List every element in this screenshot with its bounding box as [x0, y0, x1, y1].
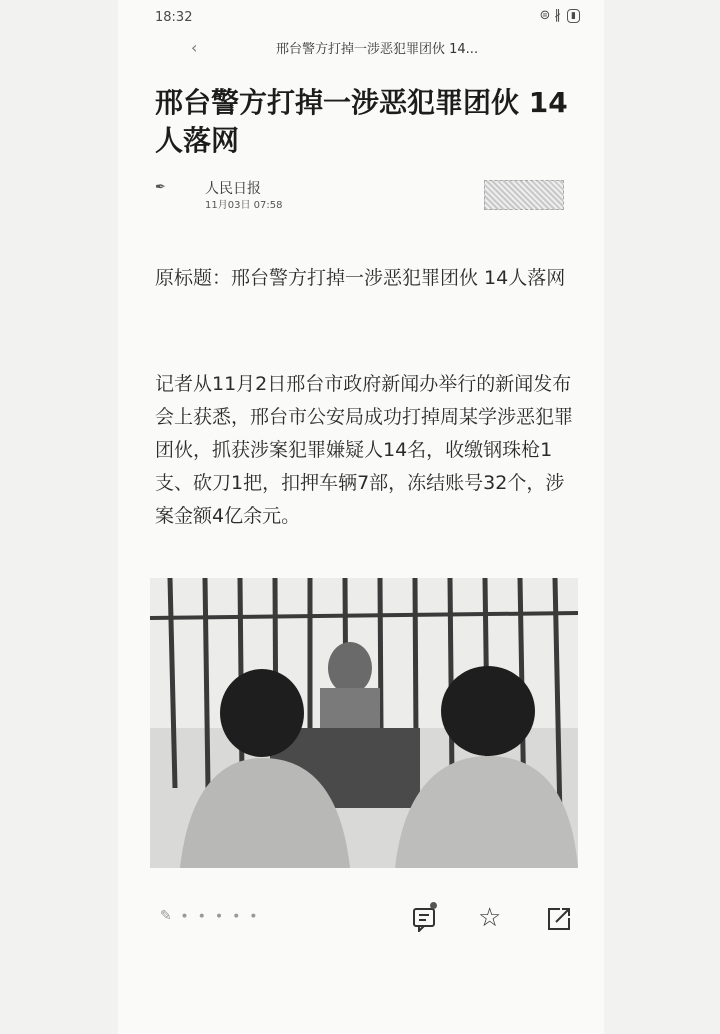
battery-icon: ▮ — [567, 9, 580, 23]
follow-button[interactable] — [484, 180, 564, 210]
nav-title: 邢台警方打掉一涉恶犯罪团伙 14... — [276, 42, 479, 57]
article-photo — [150, 578, 578, 868]
article-headline: 邢台警方打掉一涉恶犯罪团伙 14人落网 — [155, 86, 568, 157]
comment-icon[interactable] — [412, 906, 438, 936]
article-body: 记者从11月2日邢台市政府新闻办举行的新闻发布会上获悉，邢台市公安局成功打掉周某学涉恶犯罪团伙，抓获涉案犯罪嫌疑人14名，收缴钢珠枪1支、砍刀1把，扣押车辆7部，冻结账号32个，涉案金额4亿余元。 — [155, 373, 574, 527]
comment-input[interactable]: ✎ ∙ ∙ ∙ ∙ ∙ — [160, 908, 260, 924]
share-icon[interactable] — [546, 906, 572, 936]
publish-time: 11月03日 07:58 — [205, 200, 283, 211]
source-name[interactable]: 人民日报 — [205, 181, 261, 197]
bottom-action-bar — [150, 900, 580, 940]
status-icons — [540, 8, 580, 23]
nav-bar — [155, 38, 580, 58]
comment-badge — [430, 902, 437, 909]
status-bar — [155, 8, 580, 28]
article-subtitle: 原标题：邢台警方打掉一涉恶犯罪团伙 14人落网 — [155, 267, 566, 289]
status-right-text: ⊜ ∦ — [539, 8, 562, 23]
star-icon[interactable]: ☆ — [478, 903, 502, 933]
source-logo: ✒ — [155, 180, 166, 195]
back-arrow-icon[interactable]: ‹ — [191, 38, 198, 57]
status-time: 18:32 — [155, 10, 193, 25]
